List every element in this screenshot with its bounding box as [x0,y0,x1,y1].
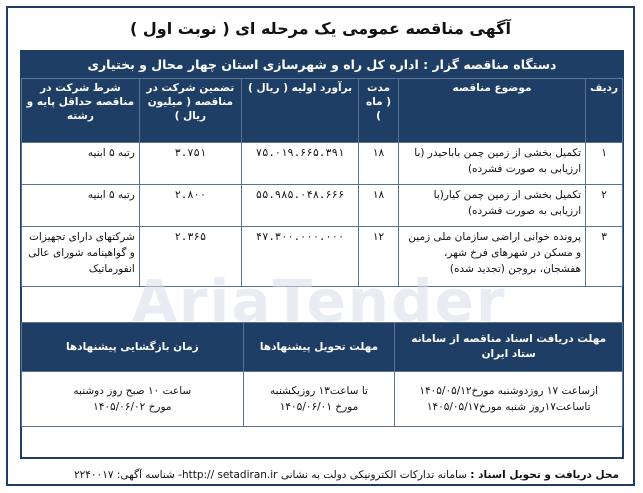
header-opening-time: زمان بازگشایی پیشنهادها [22,323,244,372]
deliver-date: مورخ ۱۴۰۵/۰۶/۰۱ [279,401,359,413]
row-guarantee: ۳.۷۵۱ [139,143,241,185]
header-guarantee: تضمین شرکت در مناقصه ( میلیون ریال ) [139,79,241,143]
table-row [22,227,623,287]
row-index: ۱ [586,143,623,185]
header-row-number: ردیف [586,79,623,143]
table-row [22,185,623,227]
table-row [22,143,623,185]
row-subject: تکمیل بخشی از زمین چمن باباحیدر (با ارزیابی به صورت فشرده) [398,143,585,185]
schedule-header-row [22,323,623,372]
row-condition: رتبه ۵ ابنیه [22,143,140,185]
row-estimate: ۵۵.۹۸۵.۰۴۸.۶۶۶ [241,185,358,227]
notice-body [20,50,624,459]
receive-from: ازساعت ۱۷ روزدوشنبه مورخ۱۴۰۵/۰۵/۱۲ [419,385,599,397]
header-deliver-deadline: مهلت تحویل پیشنهادها [243,323,395,372]
deliver-time: تا ساعت۱۳ روزیکشنبه [270,385,368,397]
receive-to: تاساعت۱۷روز شنبه مورخ۱۴۰۵/۰۵/۱۷ [426,401,591,413]
header-condition: شرط شرکت در مناقصه حداقل پایه و رشته [22,79,140,143]
row-index: ۳ [586,227,623,287]
row-condition: رتبه ۵ ابنیه [22,185,140,227]
notice-title: آگهی مناقصه عمومی یک مرحله ای ( نوبت اول ) [130,19,511,38]
header-receive-deadline: مهلت دریافت اسناد مناقصه از سامانه ستاد ایران [395,323,623,372]
header-estimate: برآورد اولیه ( ریال ) [241,79,358,143]
opening-time-value [22,372,244,427]
table-header-row [22,79,623,143]
row-condition: شرکتهای دارای تجهیزات و گواهینامه شورای عالی انفورماتیک [22,227,140,287]
schedule-table [21,322,623,427]
row-subject: تکمیل بخشی از زمین چمن کیار(با ارزیابی به صورت فشرده) [398,185,585,227]
opening-date: مورخ ۱۴۰۵/۰۶/۰۲ [93,401,172,413]
row-duration: ۱۲ [359,227,399,287]
receive-deadline-value [395,372,623,427]
schedule-values-row [22,372,623,427]
notice-frame [6,6,635,486]
row-guarantee: ۲.۸۰۰ [139,185,241,227]
documents-location-text: سامانه تدارکات الکترونیکی دولت به نشانی http:// setadiran.ir- شناسه آگهی: ۲۲۴۰۰۱۷ [74,469,467,481]
row-duration: ۱۸ [359,143,399,185]
row-index: ۲ [586,185,623,227]
documents-location-label: محل دریافت و تحویل اسناد : [470,469,619,481]
deliver-deadline-value [243,372,395,427]
header-subject: موضوع مناقصه [398,79,585,143]
row-estimate: ۴۷.۳۰۰.۰۰۰.۰۰۰ [241,227,358,287]
documents-location [20,463,619,487]
header-duration: مدت ( ماه ) [359,79,399,143]
row-estimate: ۷۵.۰۱۹.۶۶۵.۳۹۱ [241,143,358,185]
row-subject: پرونده خوانی اراضی سازمان ملی زمین و مسکن در شهرهای فرخ شهر، هفشجان، بروجن (تجدید شده) [398,227,585,287]
row-guarantee: ۲.۳۶۵ [139,227,241,287]
organizer-banner: دستگاه مناقصه گزار : اداره کل راه و شهرسازی استان چهار محال و بختیاری [22,52,622,78]
tender-table [21,78,623,287]
row-duration: ۱۸ [359,185,399,227]
opening-time: ساعت ۱۰ صبح روز دوشنبه [73,385,192,397]
watermark-logo: AriaTender [132,267,507,335]
